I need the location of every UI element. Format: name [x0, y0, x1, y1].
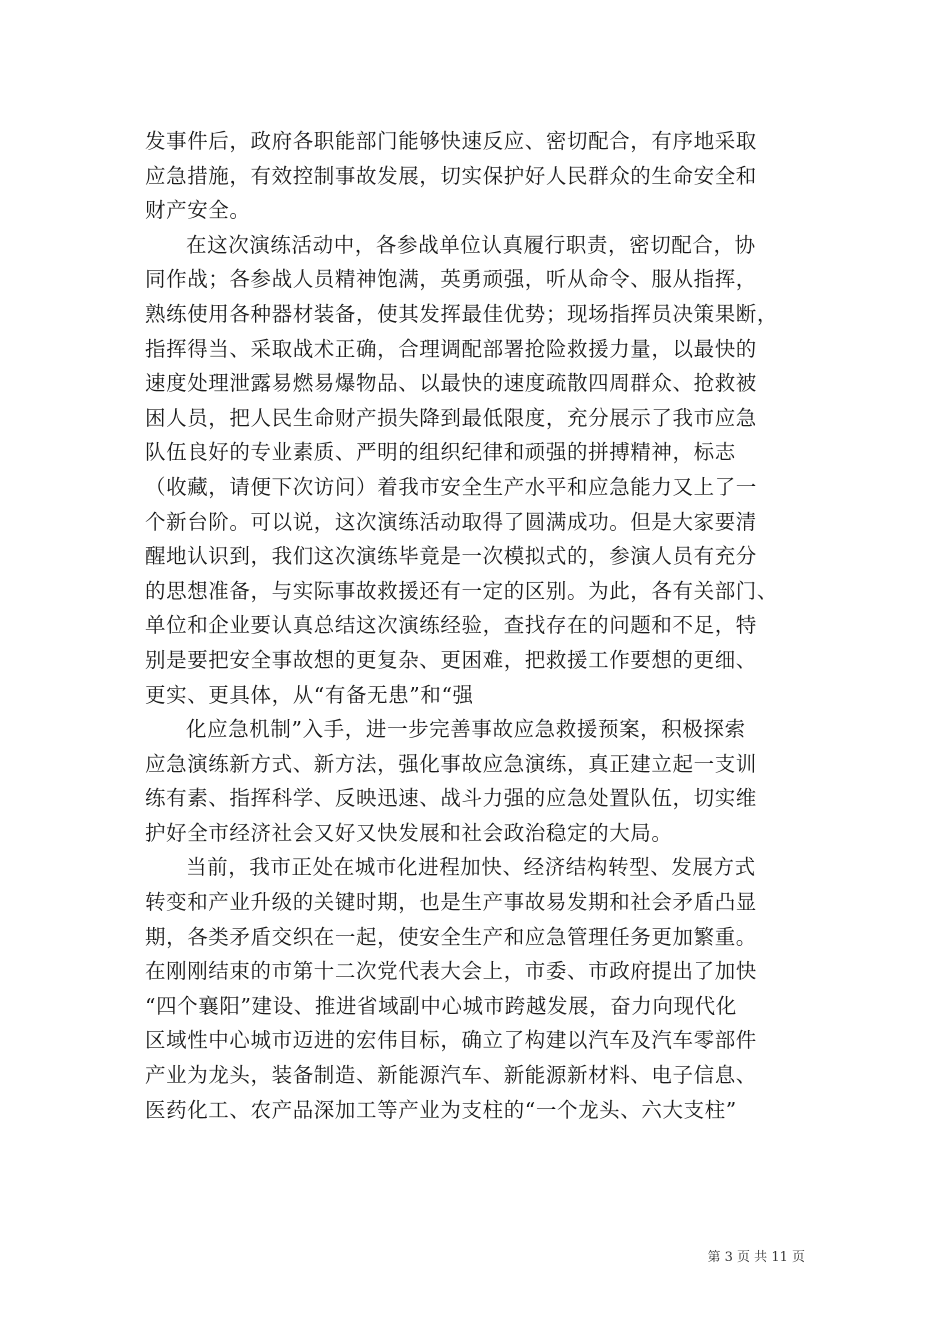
text-line: 在刚刚结束的市第十二次党代表大会上，市委、市政府提出了加快	[145, 959, 757, 984]
text-line: 熟练使用各种器材装备，使其发挥最佳优势；现场指挥员决策果断，	[145, 301, 778, 326]
text-line: 指挥得当、采取战术正确，合理调配部署抢险救援力量，以最快的	[145, 336, 757, 361]
text-line: 财产安全。	[145, 198, 251, 223]
text-line: 当前，我市正处在城市化进程加快、经济结构转型、发展方式	[186, 855, 756, 880]
text-line: 困人员，把人民生命财产损失降到最低限度，充分展示了我市应急	[145, 405, 757, 430]
text-line: 队伍良好的专业素质、严明的组织纪律和顽强的拼搏精神，标志	[145, 440, 736, 465]
text-line: 在这次演练活动中，各参战单位认真履行职责，密切配合，协	[186, 232, 756, 257]
text-line: 练有素、指挥科学、反映迅速、战斗力强的应急处置队伍，切实维	[145, 786, 757, 811]
text-line: 转变和产业升级的关键时期，也是生产事故易发期和社会矛盾凸显	[145, 890, 757, 915]
text-line: “四个襄阳”建设、推进省域副中心城市跨越发展，奋力向现代化	[145, 993, 737, 1018]
text-line: 产业为龙头，装备制造、新能源汽车、新能源新材料、电子信息、	[145, 1063, 757, 1088]
text-line: 化应急机制”入手，进一步完善事故应急救援预案，积极探索	[186, 717, 746, 742]
text-line: 别是要把安全事故想的更复杂、更困难，把救援工作要想的更细、	[145, 647, 757, 672]
body-text	[145, 124, 825, 1127]
text-line: 发事件后，政府各职能部门能够快速反应、密切配合，有序地采取	[145, 129, 757, 153]
page-footer: 第 3 页 共 11 页	[707, 1250, 805, 1265]
text-line: 的思想准备，与实际事故救援还有一定的区别。为此，各有关部门、	[145, 578, 778, 603]
text-line: 应急措施，有效控制事故发展，切实保护好人民群众的生命安全和	[145, 163, 757, 188]
text-line: 医药化工、农产品深加工等产业为支柱的“一个龙头、六大支柱”	[145, 1097, 737, 1122]
text-line: 同作战；各参战人员精神饱满，英勇顽强，听从命令、服从指挥，	[145, 267, 757, 292]
text-line: （收藏，请便下次访问）着我市安全生产水平和应急能力又上了一	[145, 474, 757, 499]
text-line: 更实、更具体，从“有备无患”和“强	[145, 682, 474, 707]
text-line: 护好全市经济社会又好又快发展和社会政治稳定的大局。	[145, 820, 673, 845]
text-line: 单位和企业要认真总结这次演练经验，查找存在的问题和不足，特	[145, 613, 757, 638]
text-line: 应急演练新方式、新方法，强化事故应急演练，真正建立起一支训	[145, 751, 757, 776]
text-line: 醒地认识到，我们这次演练毕竟是一次模拟式的，参演人员有充分	[145, 544, 757, 569]
text-line: 期，各类矛盾交织在一起，使安全生产和应急管理任务更加繁重。	[145, 924, 757, 949]
text-line: 区域性中心城市迈进的宏伟目标，确立了构建以汽车及汽车零部件	[145, 1028, 757, 1053]
text-line: 个新台阶。可以说，这次演练活动取得了圆满成功。但是大家要清	[145, 509, 757, 534]
text-line: 速度处理泄露易燃易爆物品、以最快的速度疏散四周群众、抢救被	[145, 371, 757, 396]
